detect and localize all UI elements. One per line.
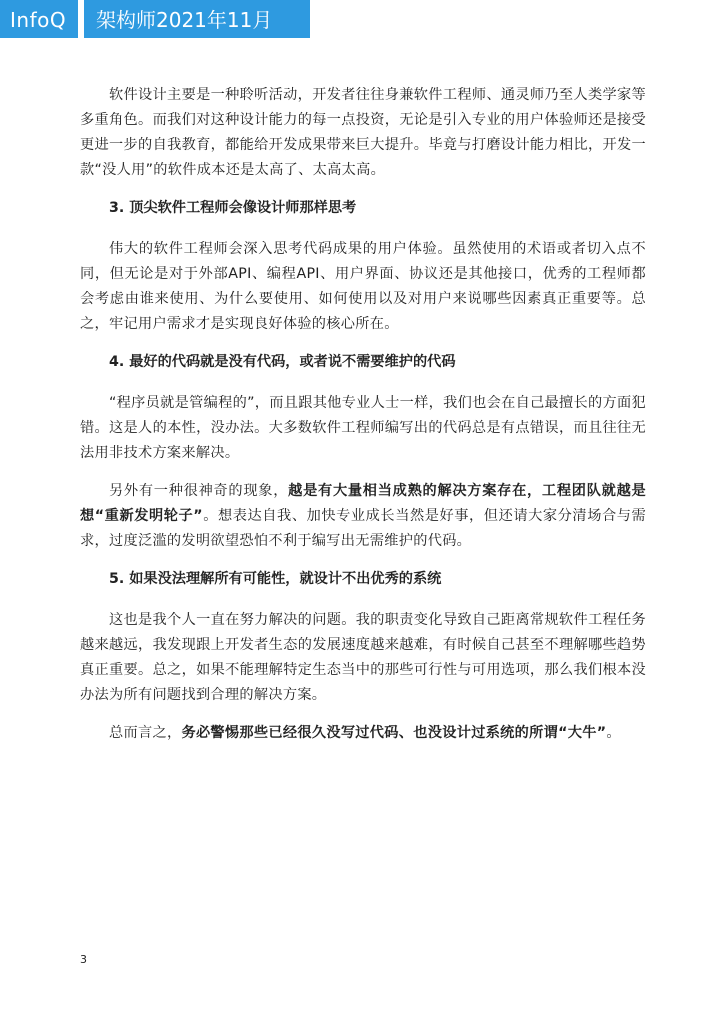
issue-title: 架构师2021年11月 (84, 0, 310, 38)
paragraph-conclusion (80, 721, 646, 746)
section-heading-3: 3. 顶尖软件工程师会像设计师那样思考 (109, 200, 357, 216)
paragraph-user-experience: 伟大的软件工程师会深入思考代码成果的用户体验。虽然使用的术语或者切入点不同，但无论是对于外部API、编程API、用户界面、协议还是其他接口，优秀的工程师都会考虑由谁来使用、为什么要使用、如何使用以及对用户来说哪些因素真正重要等。总之，牢记用户需求才是实现良好体验的核心所在。 (80, 241, 646, 332)
page-number: 3 (80, 953, 87, 966)
text-span: 总而言之， (109, 725, 182, 741)
section-heading-4: 4. 最好的代码就是没有代码，或者说不需要维护的代码 (109, 354, 456, 370)
header-bar (0, 0, 310, 38)
paragraph-ecosystem: 这也是我个人一直在努力解决的问题。我的职责变化导致自己距离常规软件工程任务越来越远，我发现跟上开发者生态的发展速度越来越难，有时候自己甚至不理解哪些趋势真正重要。总之，如果不能理解特定生态当中的那些可行性与可用选项，那么我们根本没办法为所有问题找到合理的解决方案。 (80, 612, 646, 703)
emphasis-text: 越是有大量相当成熟的解决方案存在，工程团队就越是想“重新发明轮子” (80, 483, 647, 524)
text-span: 另外有一种很神奇的现象， (109, 483, 289, 499)
paragraph-reinvent-wheel (80, 479, 646, 554)
paragraph-design-listening: 软件设计主要是一种聆听活动，开发者往往身兼软件工程师、通灵师乃至人类学家等多重角色。而我们对这种设计能力的每一点投资，无论是引入专业的用户体验师还是接受更进一步的自我教育，都能给开发成果带来巨大提升。毕竟与打磨设计能力相比，开发一款“没人用”的软件成本还是太高了、太高太高。 (80, 87, 646, 178)
paragraph-programmers: “程序员就是管编程的”，而且跟其他专业人士一样，我们也会在自己最擅长的方面犯错。这是人的本性，没办法。大多数软件工程师编写出的代码总是有点错误，而且往往无法用非技术方案来解决。 (80, 395, 646, 461)
text-span: 。想表达自我、加快专业成长当然是好事，但还请大家分清场合与需求，过度泛滥的发明欲望恐怕不利于编写出无需维护的代码。 (80, 508, 646, 549)
text-span: 。 (606, 725, 621, 741)
section-heading-5: 5. 如果没法理解所有可能性，就设计不出优秀的系统 (109, 571, 442, 587)
brand-logo: InfoQ (0, 0, 78, 38)
emphasis-text: 务必警惕那些已经很久没写过代码、也没设计过系统的所谓“大牛” (181, 725, 607, 741)
article-body (80, 83, 646, 746)
